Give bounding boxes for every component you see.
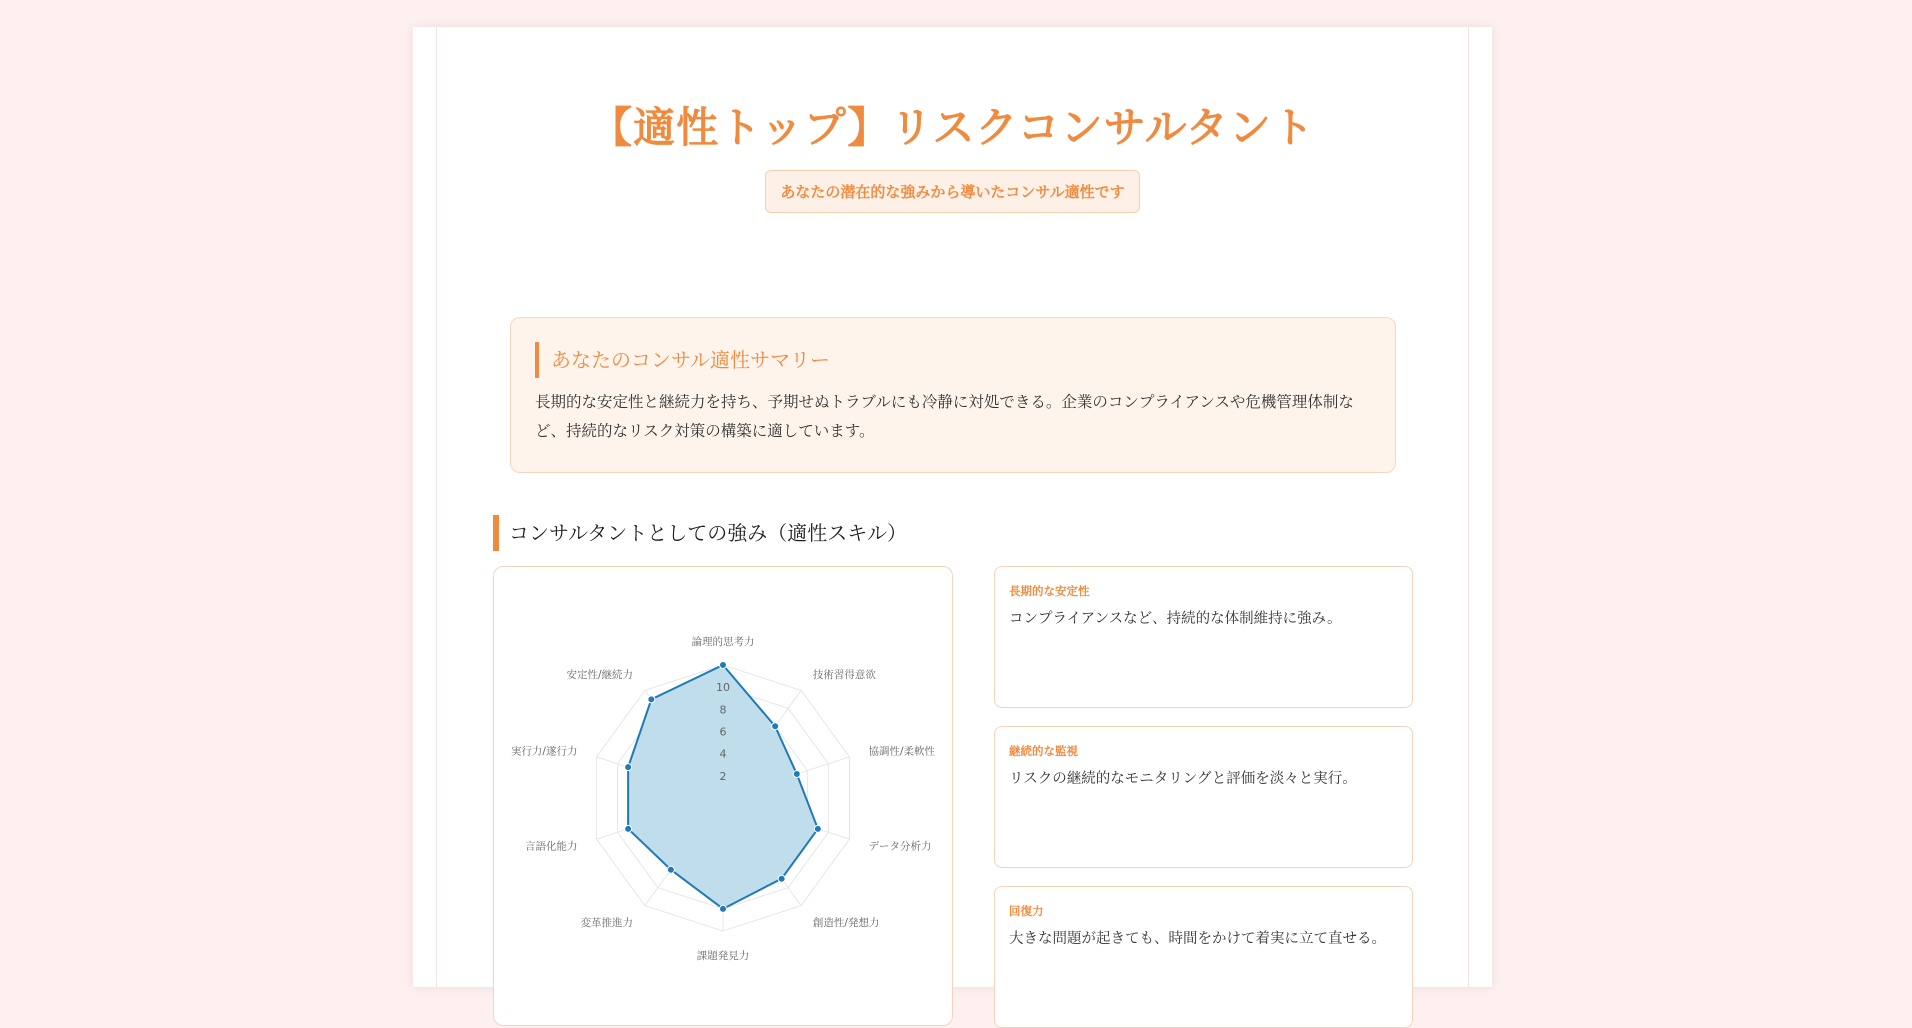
radar-axis-label: 創造性/発想力 (812, 916, 880, 929)
report-page (413, 27, 1492, 987)
radar-data-point (793, 771, 800, 778)
summary-text: 長期的な安定性と継続力を持ち、予期せぬトラブルにも冷静に対処できる。企業のコンプライアンスや危機管理体制など、持続的なリスク対策の構築に適しています。 (535, 393, 1354, 440)
radar-axis-label: 変革推進力 (580, 916, 634, 929)
radar-data-point (648, 696, 655, 703)
skill-card (994, 726, 1413, 868)
radar-data-point (720, 662, 727, 669)
radar-tick-label: 10 (716, 681, 730, 695)
summary-title: あなたのコンサル適性サマリー (535, 342, 1371, 378)
radar-axis-label: データ分析力 (868, 840, 932, 853)
radar-axis-label: 課題発見力 (696, 950, 750, 962)
radar-axis-label: 言語化能力 (524, 840, 578, 853)
radar-data-point (625, 764, 632, 771)
skill-title: 長期的な安定性 (1009, 584, 1090, 598)
radar-axis-label: 技術習得意欲 (812, 669, 876, 682)
skill-description: コンプライアンスなど、持続的な体制維持に強み。 (1009, 611, 1342, 627)
page-title: 【適性トップ】リスクコンサルタント (590, 103, 1315, 152)
skill-title: 継続的な監視 (1009, 744, 1078, 758)
radar-data-point (720, 905, 727, 912)
radar-data-point (814, 825, 821, 832)
radar-chart-card (493, 566, 953, 1026)
radar-data-point (667, 866, 674, 873)
radar-axis-label: 実行力/遂行力 (510, 745, 578, 758)
radar-data-point (778, 875, 785, 882)
radar-chart (494, 567, 954, 1027)
radar-axis-label: 安定性/継続力 (566, 669, 634, 682)
radar-tick-label: 4 (719, 747, 727, 761)
radar-axis-label: 論理的思考力 (691, 636, 755, 648)
radar-tick-label: 2 (719, 769, 727, 783)
summary-box (510, 317, 1396, 473)
skill-card (994, 886, 1413, 1028)
skill-title: 回復力 (1009, 904, 1044, 918)
skill-card (994, 566, 1413, 708)
radar-data-point (625, 825, 632, 832)
radar-tick-label: 8 (719, 703, 727, 717)
radar-series-area (628, 665, 818, 909)
strengths-section-title: コンサルタントとしての強み（適性スキル） (493, 515, 907, 551)
skill-description: 大きな問題が起きても、時間をかけて着実に立て直せる。 (1009, 931, 1386, 947)
subtitle-badge: あなたの潜在的な強みから導いたコンサル適性です (765, 170, 1139, 213)
radar-data-point (772, 723, 779, 730)
radar-tick-label: 6 (719, 725, 727, 739)
radar-axis-label: 協調性/柔軟性 (868, 745, 936, 758)
skill-description: リスクの継続的なモニタリングと評価を淡々と実行。 (1009, 771, 1357, 787)
